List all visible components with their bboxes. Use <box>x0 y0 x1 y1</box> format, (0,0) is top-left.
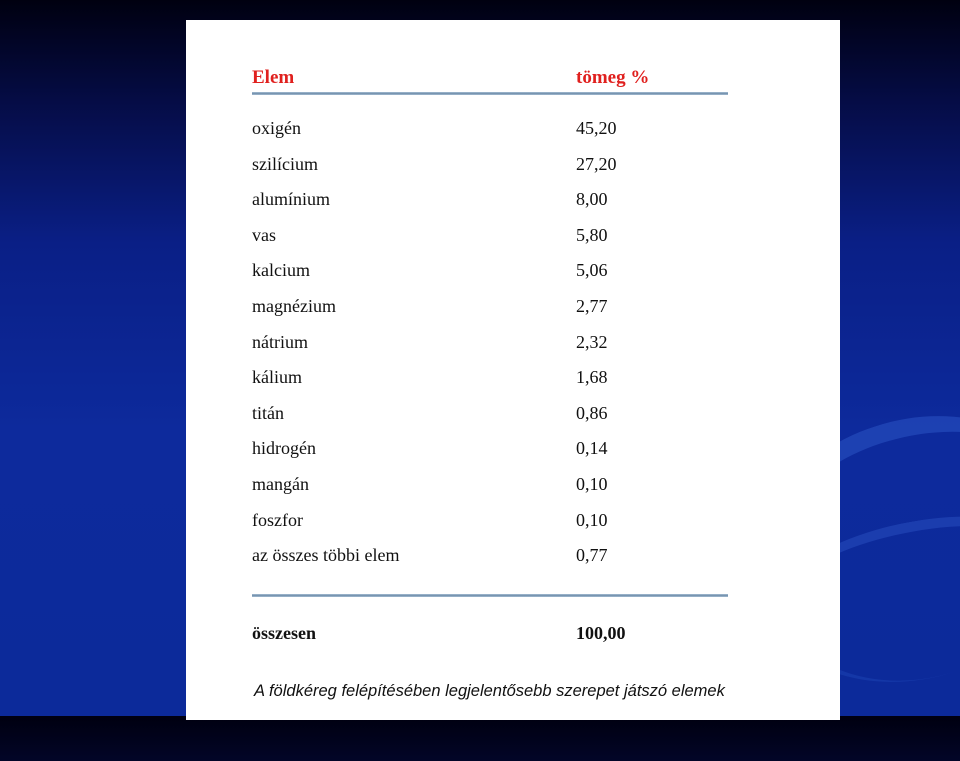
table-caption: A földkéreg felépítésében legjelentősebb szerepet játszó elemek <box>254 682 725 700</box>
header-mass-percent: tömeg % <box>576 67 650 88</box>
mass-value: 0,86 <box>576 402 608 423</box>
mass-value: 5,80 <box>576 224 608 245</box>
header-element: Elem <box>252 67 295 88</box>
table-row <box>252 296 732 332</box>
total-label: összesen <box>252 623 316 643</box>
table-row <box>252 510 732 546</box>
mass-value: 0,77 <box>576 545 608 566</box>
table-row <box>252 367 732 403</box>
table-row <box>252 154 732 190</box>
mass-value: 2,32 <box>576 331 608 352</box>
total-value: 100,00 <box>576 623 626 643</box>
table-row <box>252 189 732 225</box>
mass-value: 27,20 <box>576 153 617 174</box>
table-row <box>252 332 732 368</box>
element-name: kálium <box>252 367 302 388</box>
mass-value: 8,00 <box>576 189 608 210</box>
table-row <box>252 438 732 474</box>
element-name: az összes többi elem <box>252 545 400 566</box>
element-name: nátrium <box>252 331 308 352</box>
mass-value: 5,06 <box>576 260 608 281</box>
element-name: mangán <box>252 473 309 494</box>
element-name: hidrogén <box>252 438 316 459</box>
element-name: titán <box>252 402 284 423</box>
element-table-body <box>252 118 732 581</box>
table-row <box>252 118 732 154</box>
content-panel <box>186 20 840 720</box>
element-name: oxigén <box>252 118 301 138</box>
total-divider <box>252 594 728 597</box>
table-row <box>252 474 732 510</box>
element-name: foszfor <box>252 509 303 530</box>
mass-value: 0,10 <box>576 509 608 530</box>
table-row <box>252 260 732 296</box>
mass-value: 2,77 <box>576 295 608 316</box>
mass-value: 0,14 <box>576 438 608 459</box>
table-row <box>252 225 732 261</box>
element-name: kalcium <box>252 260 310 281</box>
table-row <box>252 545 732 581</box>
header-divider <box>252 92 728 95</box>
element-name: szilícium <box>252 153 318 174</box>
table-row <box>252 403 732 439</box>
element-name: magnézium <box>252 295 336 316</box>
mass-value: 45,20 <box>576 118 617 138</box>
element-name: vas <box>252 224 276 245</box>
mass-value: 1,68 <box>576 367 608 388</box>
element-name: alumínium <box>252 189 330 210</box>
mass-value: 0,10 <box>576 473 608 494</box>
